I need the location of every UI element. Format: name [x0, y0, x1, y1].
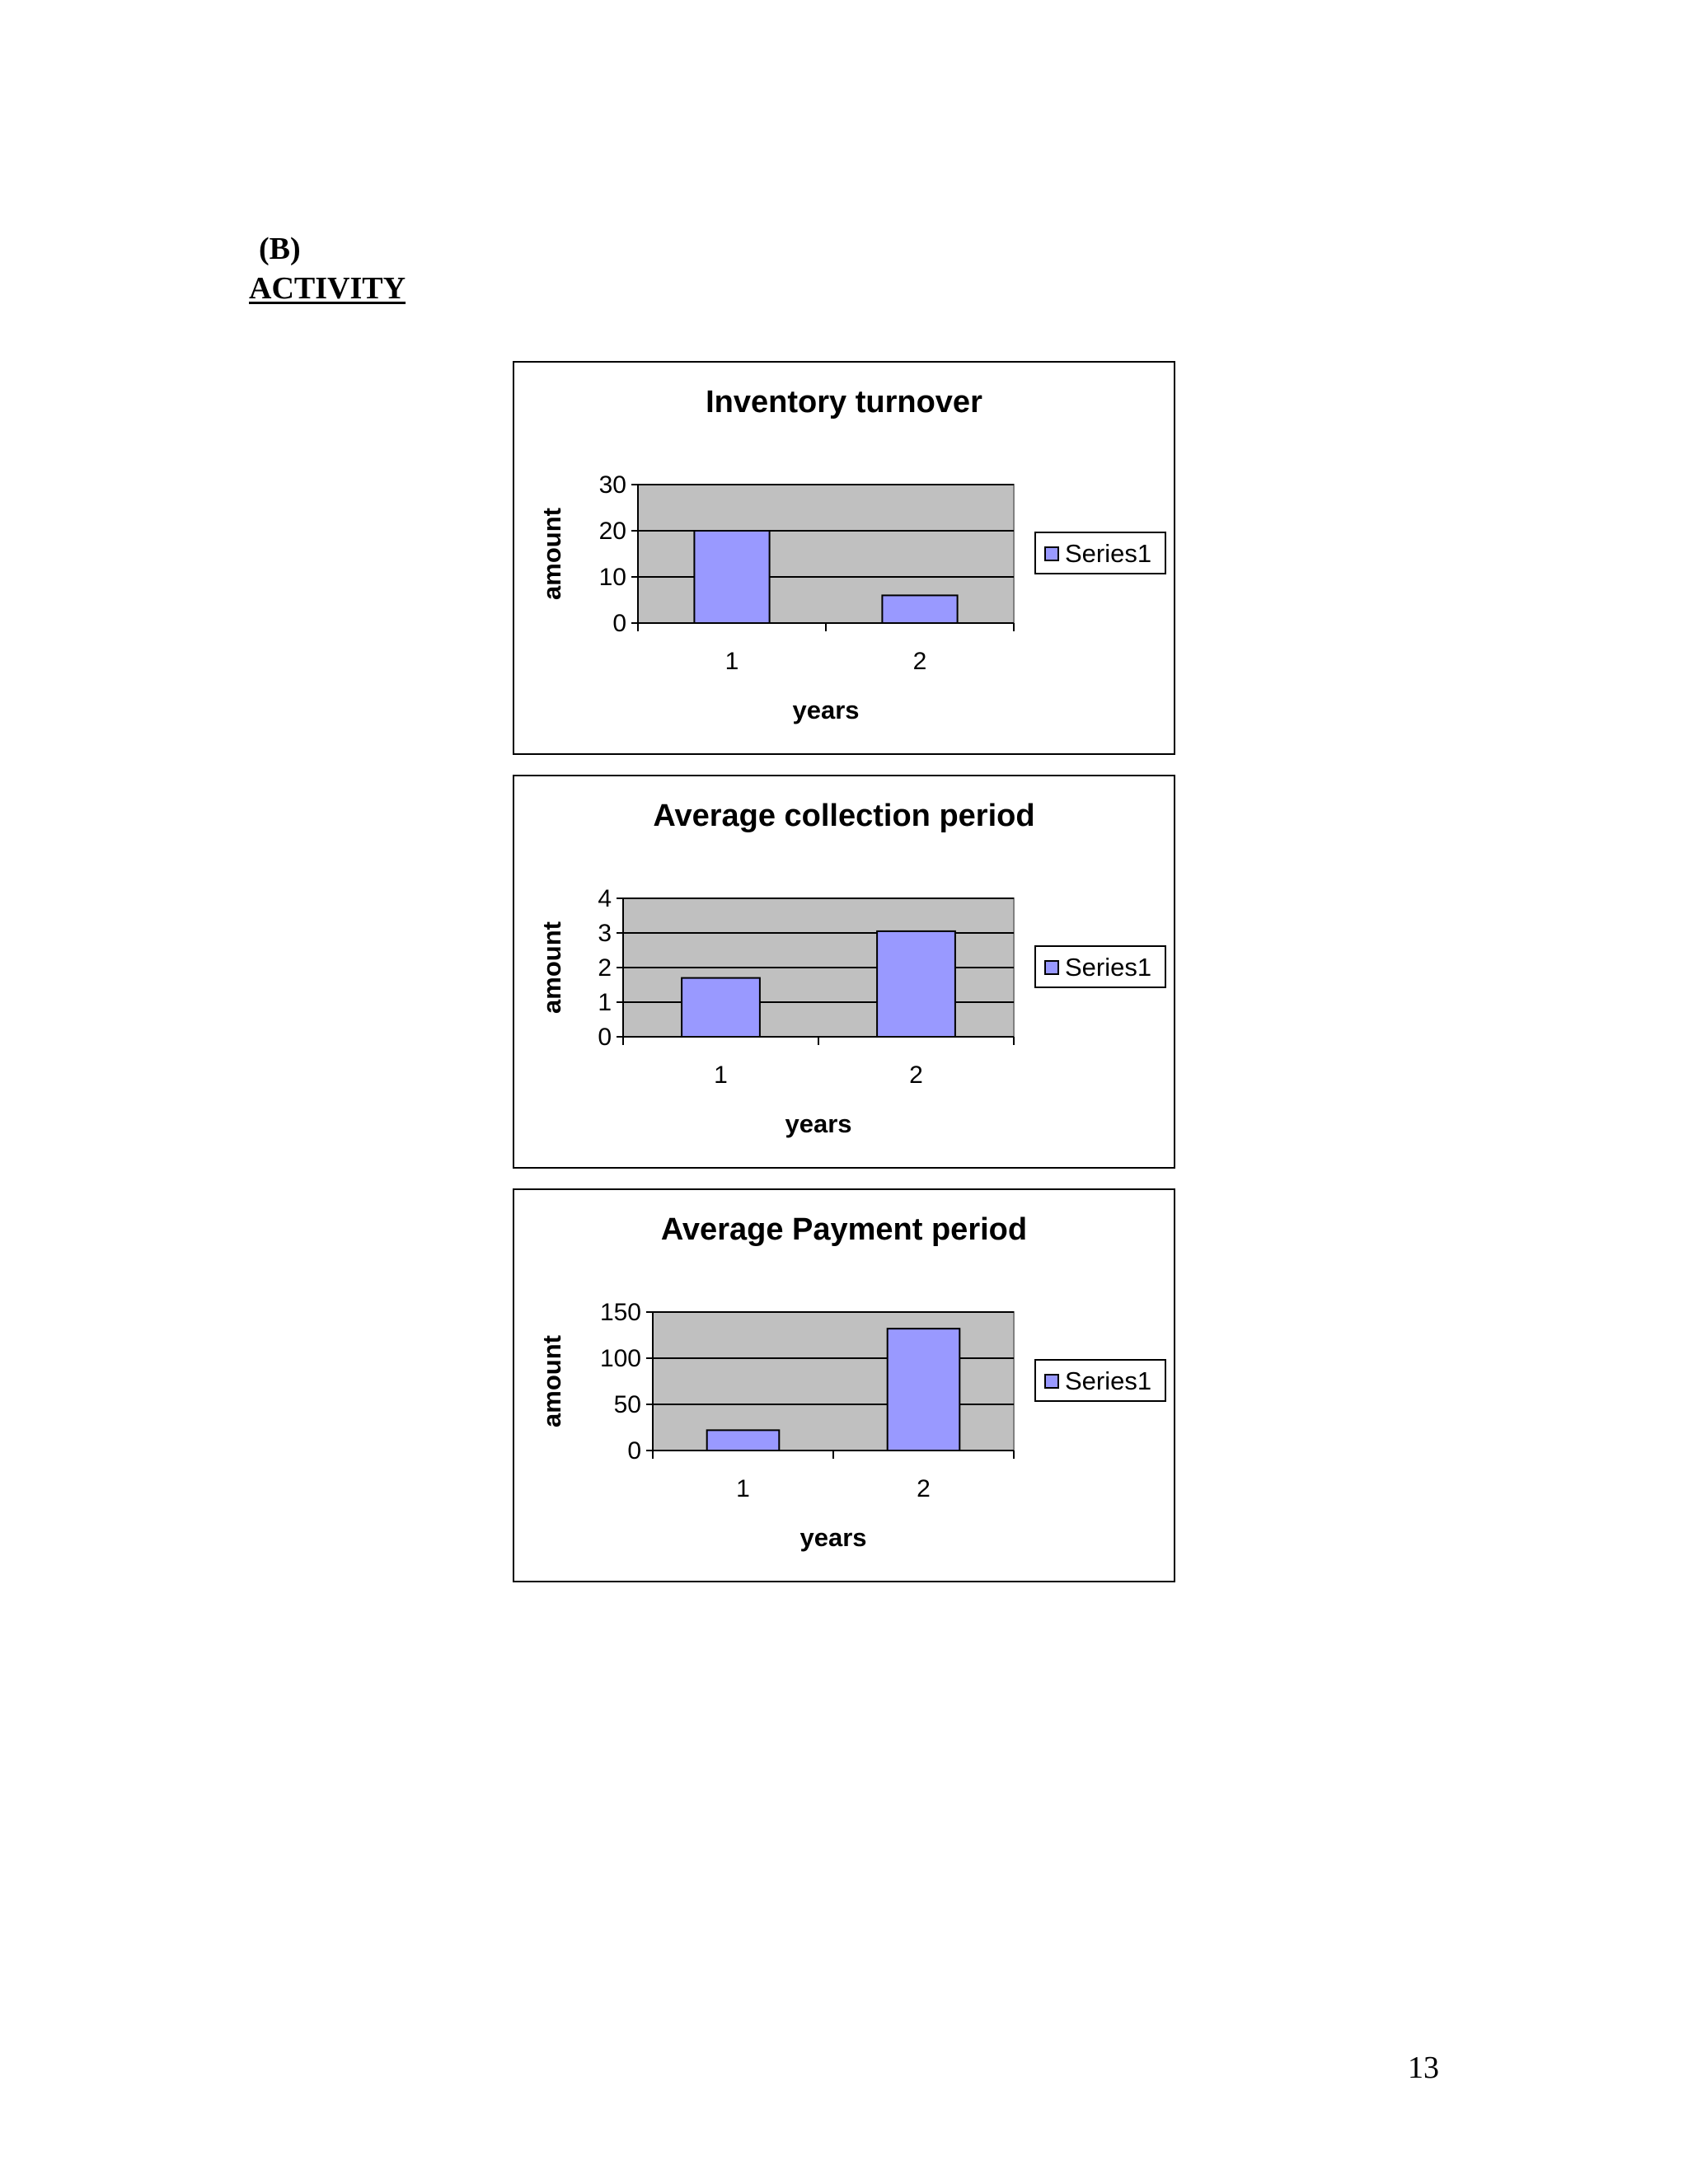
y-tick-label: 20 — [598, 518, 626, 545]
y-tick-label: 4 — [598, 885, 612, 912]
legend-swatch — [1045, 961, 1058, 974]
section-title: ACTIVITY — [249, 271, 406, 306]
legend-label: Series1 — [1065, 1366, 1152, 1395]
y-tick-label: 0 — [612, 610, 626, 637]
x-axis-title: years — [799, 1523, 867, 1552]
inventory-turnover-chart — [513, 361, 1175, 755]
chart-title: Average collection period — [653, 799, 1035, 833]
chart-svg — [514, 776, 1174, 1167]
chart-svg — [514, 1190, 1174, 1581]
x-tick-label: 1 — [714, 1062, 728, 1089]
page-number: 13 — [1408, 2050, 1439, 2085]
y-tick-label: 100 — [599, 1345, 641, 1372]
x-tick-label: 1 — [736, 1475, 750, 1502]
chart-title: Inventory turnover — [706, 385, 982, 419]
y-tick-label: 0 — [627, 1437, 641, 1465]
bar — [877, 931, 955, 1037]
y-tick-label: 150 — [599, 1299, 641, 1326]
bar — [882, 595, 957, 623]
x-tick-label: 2 — [912, 648, 927, 675]
bar — [707, 1430, 780, 1451]
legend-swatch — [1045, 1375, 1058, 1388]
legend-label: Series1 — [1065, 953, 1152, 982]
y-tick-label: 0 — [598, 1024, 612, 1051]
x-axis-title: years — [785, 1109, 852, 1138]
chart-svg — [514, 363, 1174, 753]
y-axis-title: amount — [537, 921, 566, 1014]
legend-label: Series1 — [1065, 539, 1152, 568]
legend — [1035, 532, 1165, 574]
legend-swatch — [1045, 547, 1058, 560]
average-payment-period-chart — [513, 1188, 1175, 1582]
y-tick-label: 10 — [598, 564, 626, 591]
x-tick-label: 2 — [917, 1475, 931, 1502]
bar — [694, 531, 769, 623]
y-axis-title: amount — [537, 1335, 566, 1427]
y-tick-label: 30 — [598, 471, 626, 499]
bar — [888, 1329, 960, 1451]
y-tick-label: 1 — [598, 989, 612, 1016]
legend — [1035, 1360, 1165, 1401]
y-tick-label: 3 — [598, 920, 612, 947]
section-marker: (B) — [259, 232, 301, 266]
x-axis-title: years — [792, 696, 860, 724]
y-tick-label: 50 — [613, 1391, 641, 1418]
x-tick-label: 2 — [909, 1062, 923, 1089]
page-heading — [249, 229, 406, 308]
bar — [682, 978, 760, 1037]
y-axis-title: amount — [537, 508, 566, 600]
average-collection-period-chart — [513, 775, 1175, 1169]
legend — [1035, 946, 1165, 987]
y-tick-label: 2 — [598, 954, 612, 982]
chart-title: Average Payment period — [660, 1212, 1028, 1247]
x-tick-label: 1 — [724, 648, 739, 675]
